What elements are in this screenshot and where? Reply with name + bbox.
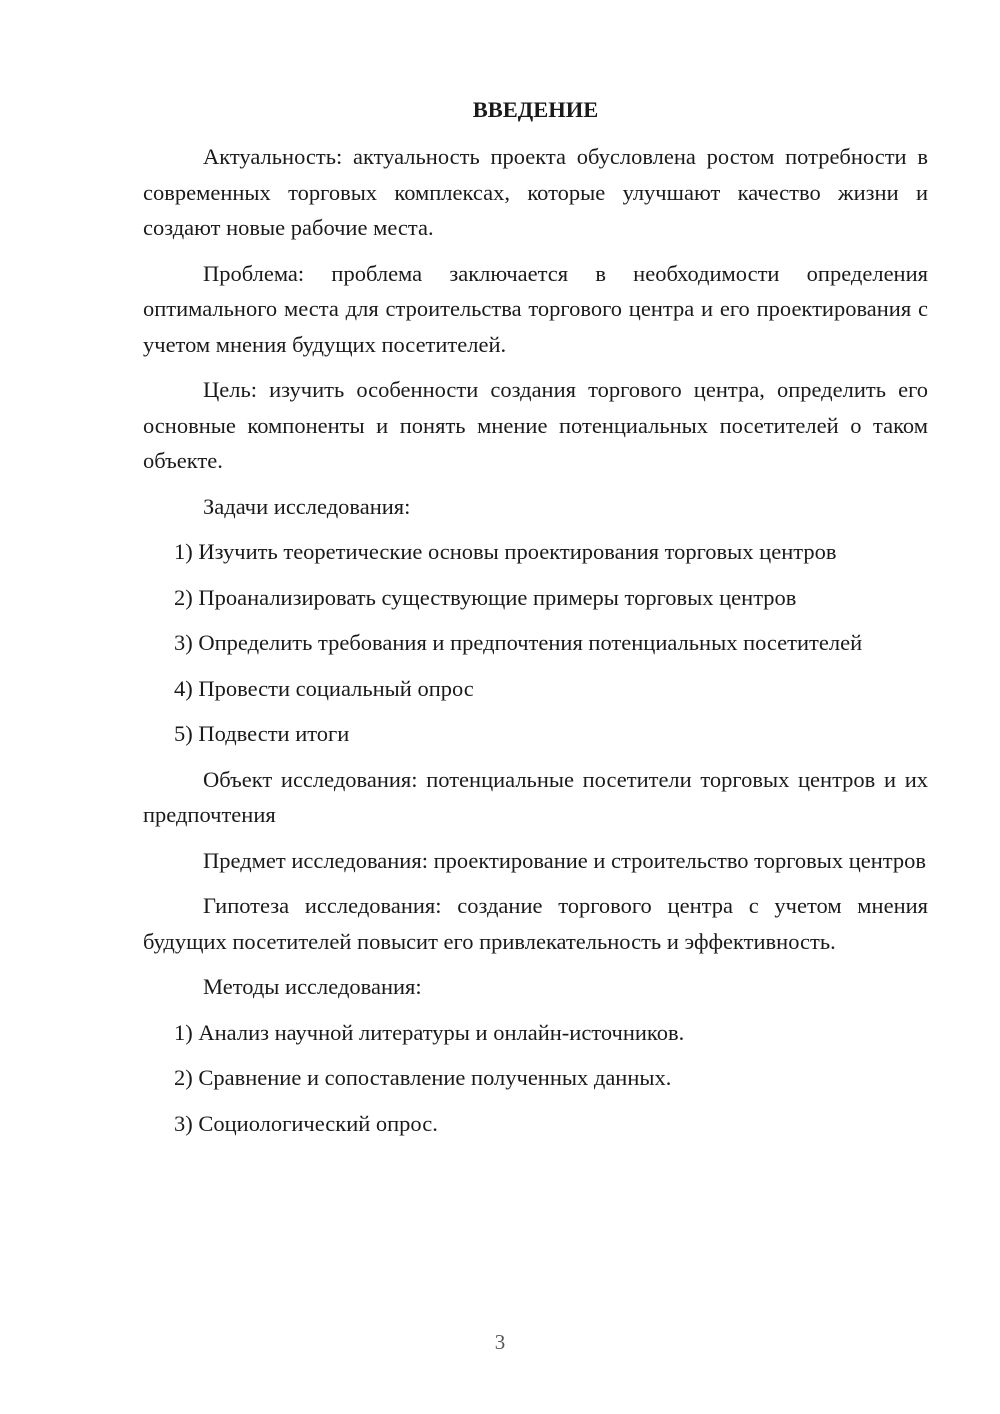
- task-item-3: 3) Определить требования и предпочтения потенциальных посетителей: [174, 630, 863, 655]
- task-item-1: 1) Изучить теоретические основы проектирования торговых центров: [174, 539, 837, 564]
- document-page: [143, 92, 928, 1151]
- method-item-2: 2) Сравнение и сопоставление полученных данных.: [174, 1065, 672, 1090]
- task-item-5: 5) Подвести итоги: [174, 721, 350, 746]
- method-item-3: 3) Социологический опрос.: [174, 1110, 438, 1136]
- task-item-2: 2) Проанализировать существующие примеры торговых центров: [174, 584, 797, 610]
- task-item-4: 4) Провести социальный опрос: [174, 675, 474, 701]
- page-number: 3: [494, 1330, 506, 1354]
- subject-paragraph: Предмет исследования: проектирование и строительство торговых центров: [203, 847, 927, 873]
- problem-paragraph: Проблема: проблема заключается в необходимости определения оптимального места для строительства торгового центра и его проектирования с учетом мнения будущих посетителей.: [143, 260, 928, 357]
- page-title: ВВЕДЕНИЕ: [472, 97, 599, 122]
- hypothesis-paragraph: Гипотеза исследования: создание торгового центра с учетом мнения будущих посетителей повысит его привлекательность и эффективность.: [143, 893, 928, 954]
- methods-heading: Методы исследования:: [203, 974, 422, 999]
- goal-paragraph: Цель: изучить особенности создания торгового центра, определить его основные компоненты и понять мнение потенциальных посетителей о таком объекте.: [143, 377, 928, 473]
- relevance-paragraph: Актуальность: актуальность проекта обусловлена ростом потребности в современных торговых комплексах, которые улучшают качество жизни и создают новые рабочие места.: [143, 144, 928, 240]
- method-item-1: 1) Анализ научной литературы и онлайн-источников.: [174, 1019, 685, 1045]
- object-paragraph: Объект исследования: потенциальные посетители торговых центров и их предпочтения: [143, 766, 928, 827]
- tasks-heading: Задачи исследования:: [203, 493, 411, 519]
